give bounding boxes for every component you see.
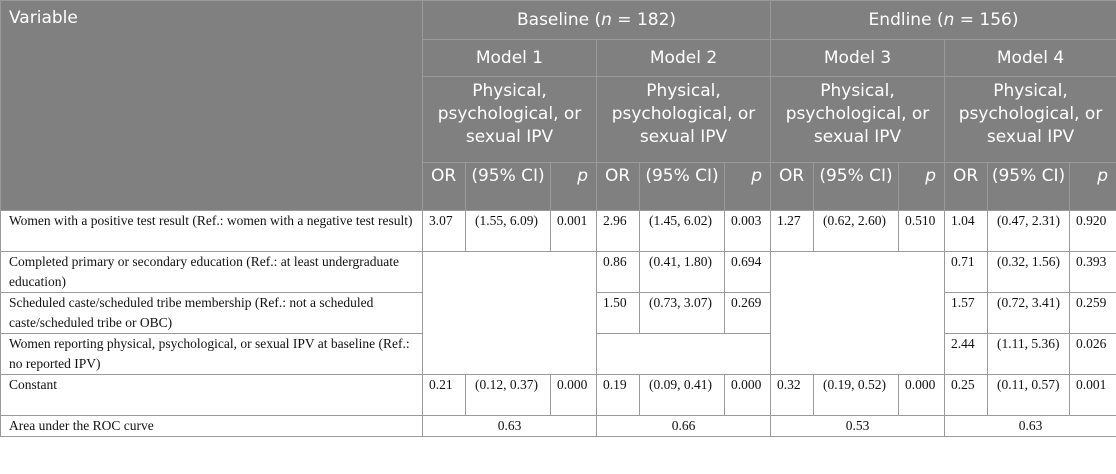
table-row [1, 375, 1116, 416]
or-value: 0.32 [771, 375, 814, 416]
ci-value: (0.09, 0.41) [640, 375, 725, 416]
model-2-header: Model 2 [597, 40, 771, 77]
p-value: 0.001 [1070, 375, 1116, 416]
outcome-header-m4: Physical, psychological, or sexual IPV [945, 77, 1116, 163]
ci-header-m4: (95% CI) [988, 163, 1070, 211]
ci-header-m2: (95% CI) [640, 163, 725, 211]
or-value: 0.86 [597, 252, 640, 293]
ci-value: (1.11, 5.36) [988, 334, 1070, 375]
auc-value-m3: 0.53 [771, 416, 945, 437]
or-header-m2: OR [597, 163, 640, 211]
p-value: 0.001 [551, 211, 597, 252]
p-value: 0.920 [1070, 211, 1116, 252]
or-value: 2.44 [945, 334, 988, 375]
p-value: 0.000 [899, 375, 945, 416]
endline-count: = 156) [954, 10, 1019, 30]
ci-value: (0.41, 1.80) [640, 252, 725, 293]
ci-value: (0.32, 1.56) [988, 252, 1070, 293]
table-row [1, 252, 1116, 293]
ci-header-m3: (95% CI) [814, 163, 899, 211]
auc-value-m2: 0.66 [597, 416, 771, 437]
row-label: Completed primary or secondary education (Ref.: at least undergraduate education) [1, 252, 423, 293]
ci-value: (0.12, 0.37) [466, 375, 551, 416]
or-value: 1.50 [597, 293, 640, 334]
empty-cell-m1 [423, 252, 597, 375]
p-value: 0.510 [899, 211, 945, 252]
ci-value: (1.45, 6.02) [640, 211, 725, 252]
p-value: 0.000 [551, 375, 597, 416]
empty-cell-m3 [771, 252, 945, 375]
baseline-label: Baseline [516, 10, 590, 30]
endline-header: Endline (n = 156) [771, 1, 1116, 40]
ci-value: (0.11, 0.57) [988, 375, 1070, 416]
ci-value: (0.19, 0.52) [814, 375, 899, 416]
row-label: Women reporting physical, psychological, or sexual IPV at baseline (Ref.: no reported IPV) [1, 334, 423, 375]
ci-header-m1: (95% CI) [466, 163, 551, 211]
ci-value: (0.72, 3.41) [988, 293, 1070, 334]
outcome-header-m2: Physical, psychological, or sexual IPV [597, 77, 771, 163]
or-value: 0.25 [945, 375, 988, 416]
model-3-header: Model 3 [771, 40, 945, 77]
empty-cell-m2 [597, 334, 771, 375]
p-header-m1: p [551, 163, 597, 211]
variable-header: Variable [1, 1, 423, 211]
ci-value: (0.73, 3.07) [640, 293, 725, 334]
p-value: 0.000 [725, 375, 771, 416]
auc-value-m4: 0.63 [945, 416, 1116, 437]
p-value: 0.259 [1070, 293, 1116, 334]
endline-label: Endline [868, 10, 932, 30]
header-row-groups [1, 1, 1116, 40]
or-header-m4: OR [945, 163, 988, 211]
p-header-m4: p [1070, 163, 1116, 211]
p-value: 0.694 [725, 252, 771, 293]
auc-row [1, 416, 1116, 437]
or-value: 1.04 [945, 211, 988, 252]
row-label: Scheduled caste/scheduled tribe membership (Ref.: not a scheduled caste/scheduled tribe or OBC) [1, 293, 423, 334]
or-value: 0.19 [597, 375, 640, 416]
outcome-header-m1: Physical, psychological, or sexual IPV [423, 77, 597, 163]
auc-value-m1: 0.63 [423, 416, 597, 437]
model-4-header: Model 4 [945, 40, 1116, 77]
row-label: Women with a positive test result (Ref.: women with a negative test result) [1, 211, 423, 252]
ci-value: (1.55, 6.09) [466, 211, 551, 252]
or-value: 2.96 [597, 211, 640, 252]
p-header-m2: p [725, 163, 771, 211]
p-value: 0.003 [725, 211, 771, 252]
baseline-header: Baseline (n = 182) [423, 1, 771, 40]
model-1-header: Model 1 [423, 40, 597, 77]
or-value: 1.57 [945, 293, 988, 334]
or-header-m1: OR [423, 163, 466, 211]
p-value: 0.393 [1070, 252, 1116, 293]
row-label: Constant [1, 375, 423, 416]
outcome-header-m3: Physical, psychological, or sexual IPV [771, 77, 945, 163]
p-value: 0.026 [1070, 334, 1116, 375]
baseline-count: = 182) [611, 10, 677, 30]
or-value: 3.07 [423, 211, 466, 252]
baseline-n: n [601, 10, 612, 30]
table-row [1, 211, 1116, 252]
ci-value: (0.47, 2.31) [988, 211, 1070, 252]
or-header-m3: OR [771, 163, 814, 211]
or-value: 1.27 [771, 211, 814, 252]
auc-label: Area under the ROC curve [1, 416, 423, 437]
p-value: 0.269 [725, 293, 771, 334]
p-header-m3: p [899, 163, 945, 211]
or-value: 0.21 [423, 375, 466, 416]
or-value: 0.71 [945, 252, 988, 293]
endline-n: n [943, 10, 955, 30]
ci-value: (0.62, 2.60) [814, 211, 899, 252]
